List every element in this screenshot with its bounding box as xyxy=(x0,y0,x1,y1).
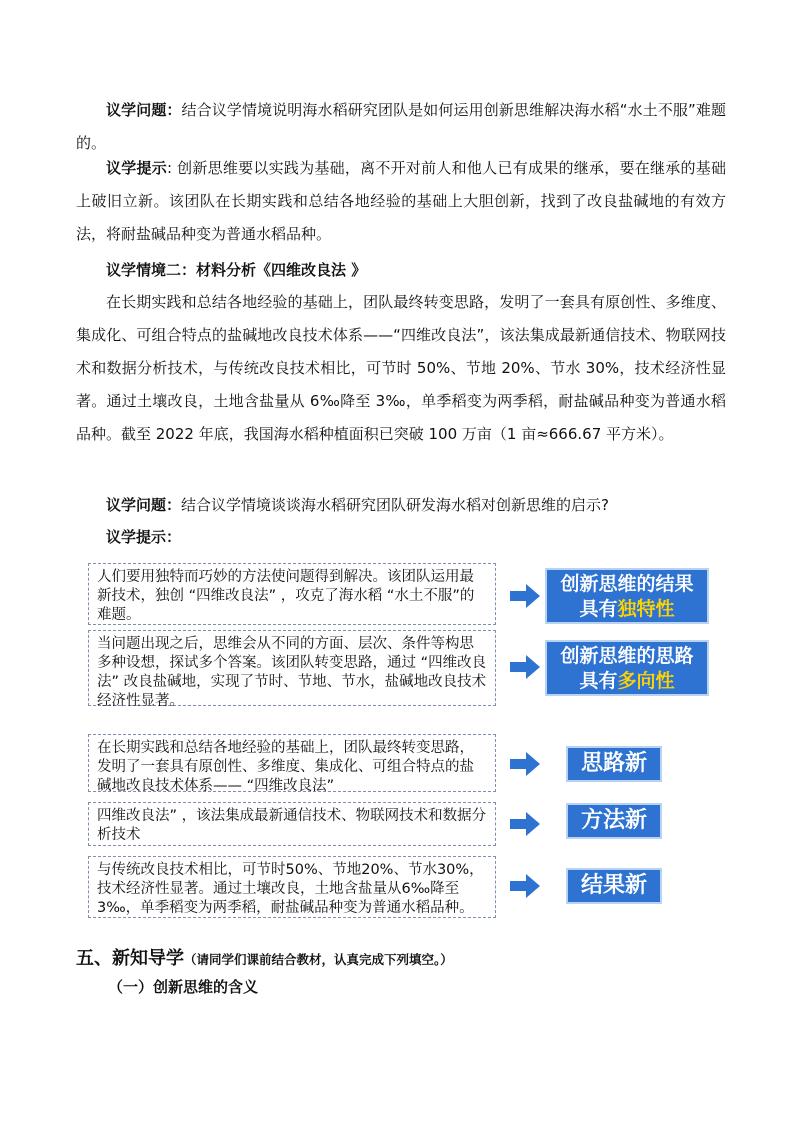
question-1 xyxy=(76,94,726,160)
scene-2-title: 议学情境二：材料分析《四维改良法 》 xyxy=(106,261,367,279)
hint-1-text: : 创新思维要以实践为基础，离不开对前人和他人已有成果的继承，要在继承的基础上破旧立新。该团队在长期实践和总结各地经验的基础上大胆创新，找到了改良盐碱地的有效方法，将耐盐碱品种变为普通水稻品种。 xyxy=(76,159,726,243)
tag-1-line-2: 具有独特性 xyxy=(579,598,675,620)
diagram-box-2: 当问题出现之后，思维会从不同的方面、层次、条件等构思多种设想，探试多个答案。该团队转变思路，通过 “四维改良法” 改良盐碱地，实现了节时、节地、节水，盐碱地改良技术经济性显著。 xyxy=(88,630,496,706)
tag-path-multidirection xyxy=(545,640,709,696)
diagram-box-5: 与传统改良技术相比，可节时50%、节地20%、节水30%，技术经济性显著。通过土壤改良，土地含盐量从6‰降至3‰，单季稻变为两季稻，耐盐碱品种变为普通水稻品种。 xyxy=(88,856,496,918)
hint-1-label: 议学提示 xyxy=(106,159,168,177)
diagram-box-3: 在长期实践和总结各地经验的基础上，团队最终转变思路，发明了一套具有原创性、多维度、集成化、可组合特点的盐碱地改良技术体系—— “四维改良法” xyxy=(88,734,496,792)
tag-new-idea: 思路新 xyxy=(566,746,662,782)
diagram-box-1: 人们要用独特而巧妙的方法使问题得到解决。该团队运用最新技术，独创 “四维改良法” ，攻克了海水稻 “水土不服”的难题。 xyxy=(88,563,496,625)
question-1-text: 结合议学情境说明海水稻研究团队是如何运用创新思维解决海水稻“水土不服”难题的。 xyxy=(76,101,726,152)
diagram-box-4: 四维改良法” ，该法集成最新通信技术、物联网技术和数据分析技术 xyxy=(88,802,496,846)
arrow-right-icon xyxy=(510,874,540,898)
arrow-right-icon xyxy=(510,812,540,836)
tag-2-line-2: 具有多向性 xyxy=(579,670,675,692)
tag-1-line-1: 创新思维的结果 xyxy=(560,573,694,595)
tag-new-method: 方法新 xyxy=(566,803,662,839)
tag-new-result: 结果新 xyxy=(566,868,662,904)
tag-result-uniqueness xyxy=(545,568,709,624)
question-1-label: 议学问题： xyxy=(106,101,182,119)
arrow-right-icon xyxy=(510,752,540,776)
question-2-text: 结合议学情境谈谈海水稻研究团队研发海水稻对创新思维的启示? xyxy=(181,496,609,514)
arrow-right-icon xyxy=(510,584,540,608)
subsection-1-title: （一）创新思维的含义 xyxy=(108,978,259,996)
question-2 xyxy=(76,489,726,522)
arrow-right-icon xyxy=(510,655,540,679)
section-5-note: （请同学们课前结合教材，认真完成下列填空。） xyxy=(184,952,453,967)
tag-2-line-1: 创新思维的思路 xyxy=(560,645,694,667)
section-5-heading xyxy=(76,944,453,970)
question-2-label: 议学问题： xyxy=(106,496,182,514)
section-5-title: 五、新知导学 xyxy=(76,948,184,969)
hint-2-label: 议学提示： xyxy=(106,528,182,546)
material-paragraph: 在长期实践和总结各地经验的基础上，团队最终转变思路，发明了一套具有原创性、多维度、集成化、可组合特点的盐碱地改良技术体系——“四维改良法”，该法集成最新通信技术、物联网技术和数据分析技术，与传统改良技术相比，可节时 50%、节地 20%、节水 30%，技术经济性显著。通过土壤改良，土地含盐量从 6‰降至 3‰，单季稻变为两季稻，耐盐碱品种变为普通水稻品种。截至 2022 年底，我国海水稻种植面积已突破 100 万亩（1 亩≈666.67 平方米）。 xyxy=(76,293,726,443)
hint-1 xyxy=(76,152,726,251)
